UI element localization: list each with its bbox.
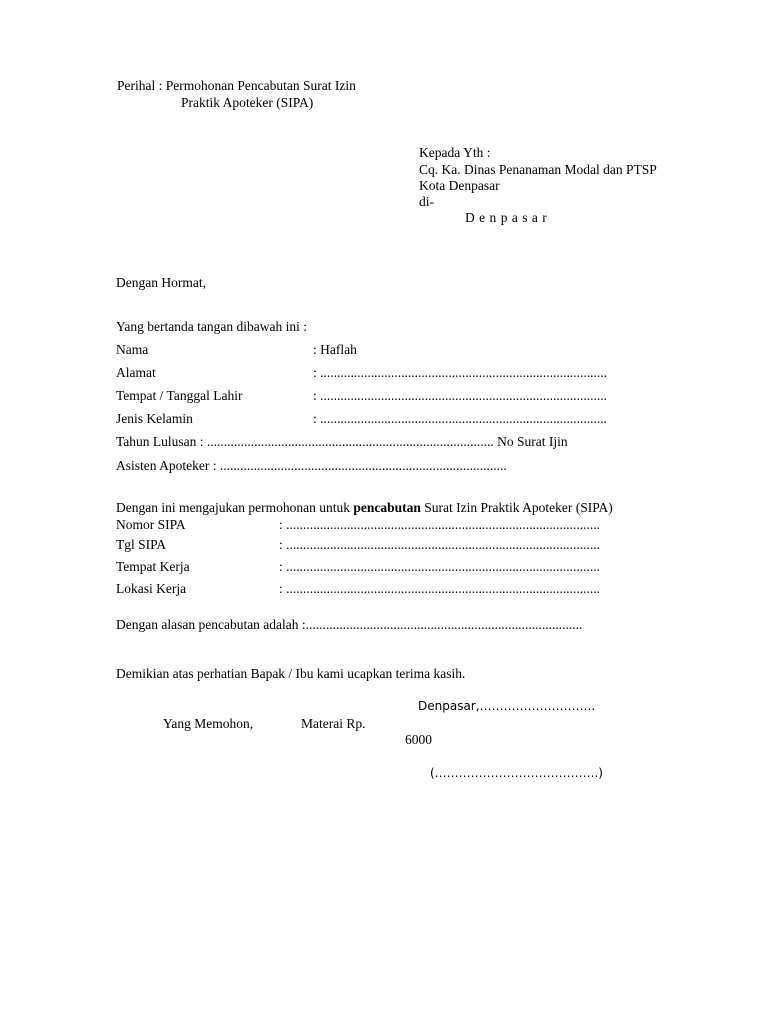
asisten-apoteker-line: Asisten Apoteker : ..................................................................................... bbox=[116, 458, 507, 473]
field-label-nama: Nama bbox=[116, 342, 149, 357]
field-label-alamat: Alamat bbox=[116, 365, 156, 380]
tahun-lulusan-line: Tahun Lulusan : ..................................................................................... No Surat Ijin bbox=[116, 434, 568, 449]
recipient-city: Denpasar bbox=[465, 210, 552, 225]
materai-amount: 6000 bbox=[405, 732, 432, 747]
request-text-after: Surat Izin Praktik Apoteker (SIPA) bbox=[420, 500, 613, 515]
perihal-line-2: Praktik Apoteker (SIPA) bbox=[181, 95, 314, 110]
field-value-tempat-kerja: : ............................................................................................. bbox=[279, 559, 601, 574]
signature-name-placeholder: (…………………………………..) bbox=[430, 766, 603, 780]
field-label-ttl: Tempat / Tanggal Lahir bbox=[116, 388, 243, 403]
intro-text: Yang bertanda tangan dibawah ini : bbox=[116, 319, 307, 334]
field-label-lokasi-kerja: Lokasi Kerja bbox=[116, 581, 187, 596]
recipient-kepada: Kepada Yth : bbox=[419, 145, 491, 160]
signature-yang-memohon: Yang Memohon, bbox=[163, 716, 254, 731]
signature-place-date: Denpasar,……………………….. bbox=[418, 699, 596, 713]
recipient-line-3: di- bbox=[419, 194, 434, 209]
field-label-nomor-sipa: Nomor SIPA bbox=[116, 517, 186, 532]
field-label-tempat-kerja: Tempat Kerja bbox=[116, 559, 190, 574]
field-value-nomor-sipa: : ............................................................................................. bbox=[279, 517, 601, 532]
greeting: Dengan Hormat, bbox=[116, 275, 206, 290]
field-label-tgl-sipa: Tgl SIPA bbox=[116, 537, 167, 552]
field-label-jenis-kelamin: Jenis Kelamin bbox=[116, 411, 193, 426]
request-sentence bbox=[116, 501, 613, 515]
recipient-line-1: Cq. Ka. Dinas Penanaman Modal dan PTSP bbox=[419, 162, 657, 177]
alasan-line: Dengan alasan pencabutan adalah :.................................................................................. bbox=[116, 617, 583, 632]
field-value-nama: : Haflah bbox=[313, 342, 357, 357]
recipient-line-2: Kota Denpasar bbox=[419, 178, 500, 193]
closing-sentence: Demikian atas perhatian Bapak / Ibu kami ucapkan terima kasih. bbox=[116, 666, 466, 681]
field-value-alamat: : ..................................................................................... bbox=[313, 365, 608, 380]
perihal-line-1: Perihal : Permohonan Pencabutan Surat Izin bbox=[117, 78, 356, 93]
field-value-jenis-kelamin: : ..................................................................................... bbox=[313, 411, 608, 426]
request-text-bold: pencabutan bbox=[353, 500, 421, 515]
field-value-ttl: : ..................................................................................... bbox=[313, 388, 608, 403]
field-value-tgl-sipa: : ............................................................................................. bbox=[279, 537, 601, 552]
materai-label: Materai Rp. bbox=[301, 716, 366, 731]
field-value-lokasi-kerja: : ............................................................................................. bbox=[279, 581, 601, 596]
request-text-before: Dengan ini mengajukan permohonan untuk bbox=[116, 500, 354, 515]
